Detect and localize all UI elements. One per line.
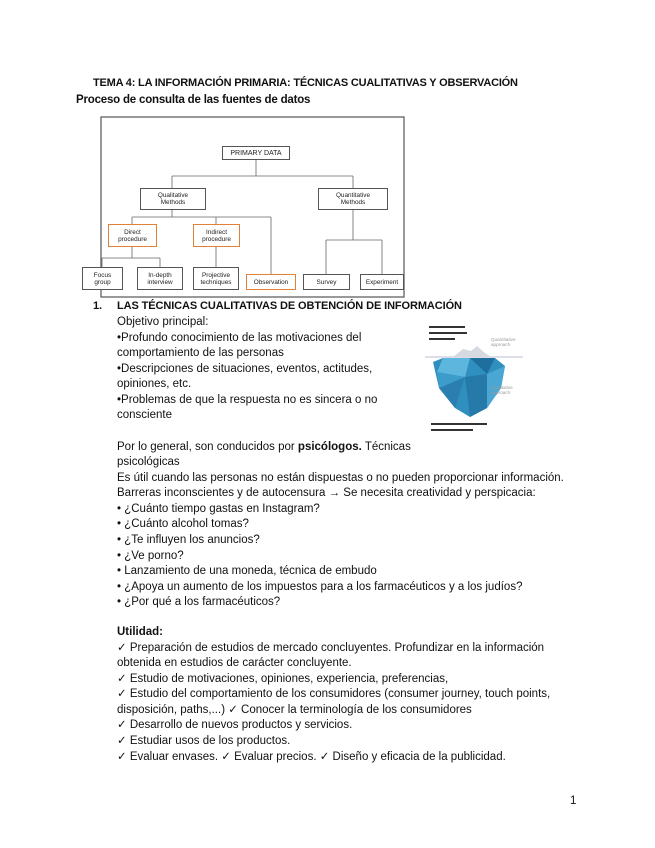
example-item: • ¿Apoya un aumento de los impuestos para a los farmacéuticos y a los judíos?: [117, 581, 523, 593]
iceberg-lower-label: Qualitative: [491, 385, 513, 390]
utilidad-line: ✓ Evaluar envases. ✓ Evaluar precios. ✓ Diseño y eficacia de la publicidad.: [117, 751, 506, 763]
diagram-box-label: Focus: [93, 271, 112, 279]
objective-line: comportamiento de las personas: [117, 347, 284, 359]
objective-line: •Descripciones de situaciones, eventos, actitudes,: [117, 363, 373, 375]
diagram-box-label: Methods: [160, 199, 186, 206]
barriers-line: Barreras inconscientes y de autocensura → Se necesita creatividad y perspicacia:: [117, 487, 536, 499]
diagram-box-in-depth-interview: [137, 267, 183, 290]
utilidad-line: ✓ Desarrollo de nuevos productos y servicios.: [117, 719, 353, 731]
example-item: • Lanzamiento de una moneda, técnica de embudo: [117, 565, 377, 577]
iceberg-bottom-caption: [431, 423, 487, 431]
iceberg-illustration: [425, 322, 525, 438]
diagram-box-qualitative-methods: [140, 188, 206, 210]
utilidad-line: ✓ Preparación de estudios de mercado concluyentes. Profundizar en la información: [117, 642, 545, 654]
conducted-bold-text: psicólogos.: [297, 441, 362, 453]
diagram-box-survey: [303, 274, 350, 290]
objective-line: opiniones, etc.: [117, 378, 192, 390]
usefulness-line: Es útil cuando las personas no están dispuestas o no pueden proporcionar información.: [117, 472, 564, 484]
iceberg-top-caption: [429, 326, 467, 340]
diagram-box-label: procedure: [118, 235, 147, 243]
utilidad-line: ✓ Estudiar usos de los productos.: [117, 735, 291, 747]
conducted-by-line-2: psicológicas: [117, 456, 180, 468]
objective-line: •Problemas de que la respuesta no es sincera o no: [117, 394, 378, 406]
iceberg-upper-label: Quantitative: [491, 337, 516, 342]
diagram-box-direct-procedure: [108, 224, 157, 247]
conducted-text: Técnicas: [361, 441, 411, 453]
diagram-box-label: In-depth: [148, 271, 172, 279]
diagram-box-label: procedure: [202, 235, 231, 243]
iceberg-lower-label: approach: [491, 390, 511, 395]
diagram-connectors: [102, 160, 382, 274]
example-item: • ¿Ve porno?: [117, 550, 184, 562]
diagram-box-label: Observation: [253, 278, 289, 286]
document-title: TEMA 4: LA INFORMACIÓN PRIMARIA: TÉCNICAS CUALITATIVAS Y OBSERVACIÓN: [93, 77, 518, 89]
diagram-box-label: interview: [147, 278, 173, 286]
diagram-box-quantitative-methods: [318, 188, 388, 210]
diagram-box-label: Qualitative: [157, 192, 189, 199]
objective-line: consciente: [117, 409, 172, 421]
utilidad-line: ✓ Estudio de motivaciones, opiniones, experiencia, preferencias,: [117, 673, 449, 685]
diagram-box-experiment: [360, 274, 404, 290]
utilidad-line: disposición, paths,...) ✓ Conocer la terminología de los consumidores: [117, 704, 472, 716]
diagram-box-label: PRIMARY DATA: [230, 149, 282, 157]
section-heading: LAS TÉCNICAS CUALITATIVAS DE OBTENCIÓN DE INFORMACIÓN: [117, 300, 462, 312]
objective-line: •Profundo conocimiento de las motivaciones del: [117, 332, 362, 344]
diagram-box-label: Indirect: [206, 228, 227, 236]
conducted-text: Por lo general, son conducidos por: [117, 441, 298, 453]
iceberg-tip: [453, 346, 491, 357]
conducted-by-line: [117, 440, 411, 454]
diagram-box-label: Methods: [340, 199, 366, 206]
diagram-box-label: Quantitative: [335, 192, 371, 199]
diagram-box-indirect-procedure: [193, 224, 240, 247]
section-number: 1.: [93, 300, 102, 312]
diagram-box-label: group: [94, 278, 111, 286]
diagram-box-label: Survey: [316, 278, 337, 286]
diagram-box-projective-techniques: [193, 267, 239, 290]
document-subtitle: Proceso de consulta de las fuentes de datos: [76, 94, 311, 106]
utilidad-label: Utilidad:: [117, 626, 163, 638]
utilidad-line: obtenida en estudios de carácter concluyente.: [117, 657, 352, 669]
example-item: • ¿Te influyen los anuncios?: [117, 534, 260, 546]
example-item: • ¿Por qué a los farmacéuticos?: [117, 596, 281, 608]
example-item: • ¿Cuánto alcohol tomas?: [117, 518, 249, 530]
example-item: • ¿Cuánto tiempo gastas en Instagram?: [117, 503, 320, 515]
iceberg-upper-label: approach: [491, 342, 511, 347]
diagram-box-label: Direct: [124, 228, 141, 236]
diagram-box-label: Experiment: [365, 278, 399, 286]
diagram-box-label: Projective: [201, 271, 231, 279]
utilidad-line: ✓ Estudio del comportamiento de los consumidores (consumer journey, touch points,: [117, 688, 551, 700]
diagram-box-label: techniques: [200, 278, 232, 286]
diagram-box-focus-group: [82, 267, 123, 290]
diagram-box-observation: [246, 274, 296, 290]
page-number: 1: [570, 795, 577, 807]
diagram-box-primary-data: [222, 146, 290, 160]
objective-label: Objetivo principal:: [117, 316, 209, 328]
